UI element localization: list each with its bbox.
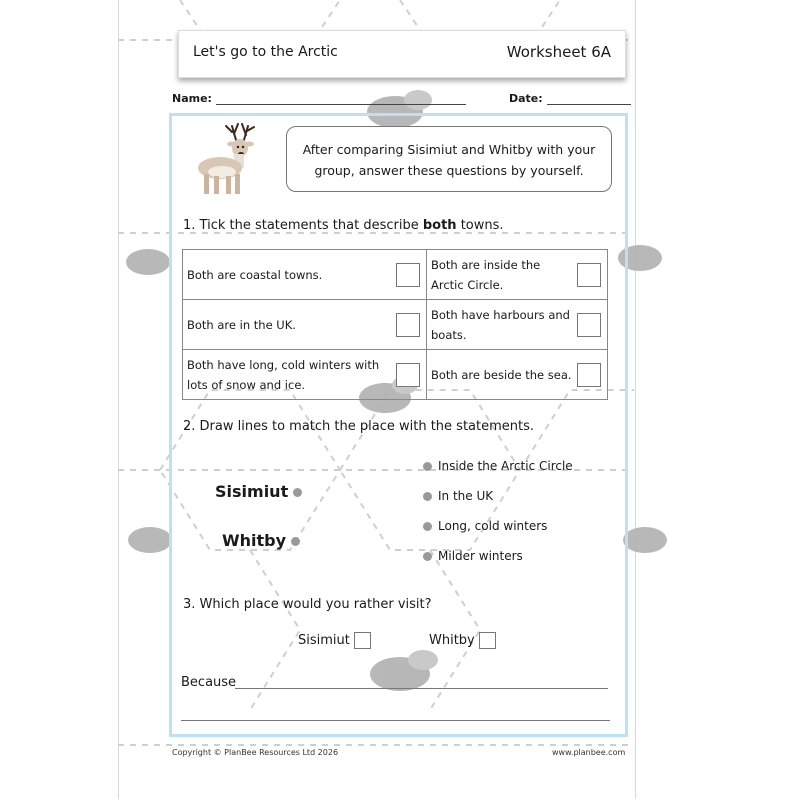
- date-label: Date:: [509, 92, 543, 105]
- question-3-label: 3. Which place would you rather visit?: [183, 597, 432, 612]
- statement-text: Both have harbours and boats.: [431, 307, 570, 342]
- match-statement-text: Inside the Arctic Circle: [438, 459, 573, 473]
- match-statement-text: Long, cold winters: [438, 519, 548, 533]
- instruction-bubble: [286, 126, 612, 192]
- statement-text: Both are in the UK.: [187, 317, 296, 332]
- statement-cell: [183, 250, 427, 300]
- answer-line[interactable]: [235, 688, 608, 689]
- choice-whitby[interactable]: [429, 632, 496, 649]
- date-line[interactable]: [547, 104, 631, 105]
- intro-line-1: After comparing Sisimiut and Whitby with your: [302, 142, 596, 157]
- statement-cell: [427, 250, 608, 300]
- choice-label: Sisimiut: [298, 633, 350, 648]
- statement-cell: [427, 300, 608, 350]
- name-label: Name:: [172, 92, 212, 105]
- tick-box[interactable]: [577, 363, 601, 387]
- tick-box[interactable]: [396, 263, 420, 287]
- match-dot[interactable]: [291, 537, 300, 546]
- statement-text: Both are coastal towns.: [187, 267, 323, 282]
- match-dot[interactable]: [423, 552, 432, 561]
- choice-checkbox[interactable]: [479, 632, 496, 649]
- statement-text: Both have long, cold winters with lots of snow and ice.: [187, 357, 380, 392]
- place-whitby[interactable]: [222, 531, 300, 550]
- match-statement-text: Milder winters: [438, 549, 523, 563]
- worksheet-number: Worksheet 6A: [506, 43, 611, 61]
- table-row: [183, 250, 608, 300]
- reindeer-icon: [188, 118, 268, 198]
- match-statement[interactable]: [423, 549, 523, 563]
- question-1-label: [183, 218, 504, 233]
- match-statement[interactable]: [423, 459, 573, 473]
- choice-label: Whitby: [429, 633, 475, 648]
- tick-box[interactable]: [396, 363, 420, 387]
- place-sisimiut[interactable]: [215, 482, 302, 501]
- statement-cell: [427, 350, 608, 400]
- match-dot[interactable]: [293, 488, 302, 497]
- table-row: [183, 300, 608, 350]
- statements-table: [182, 249, 608, 400]
- website-text: www.planbee.com: [552, 748, 626, 757]
- statement-text: Both are inside the Arctic Circle.: [431, 257, 541, 292]
- match-statement-text: In the UK: [438, 489, 494, 503]
- q1-prefix: 1. Tick the statements that describe: [183, 218, 423, 233]
- header-card: [178, 30, 626, 78]
- because-label: Because: [181, 675, 237, 690]
- match-dot[interactable]: [423, 492, 432, 501]
- intro-line-2: group, answer these questions by yourself.: [314, 163, 584, 178]
- answer-line[interactable]: [181, 720, 610, 721]
- copyright-text: Copyright © PlanBee Resources Ltd 2026: [172, 748, 339, 757]
- choice-sisimiut[interactable]: [298, 632, 371, 649]
- match-statement[interactable]: [423, 519, 547, 533]
- worksheet-title: Let's go to the Arctic: [193, 44, 338, 60]
- q1-suffix: towns.: [456, 218, 504, 233]
- tick-box[interactable]: [577, 263, 601, 287]
- place-label: Sisimiut: [215, 482, 289, 501]
- statement-text: Both are beside the sea.: [431, 367, 572, 382]
- place-label: Whitby: [222, 531, 287, 550]
- q1-bold: both: [422, 218, 457, 233]
- table-row: [183, 350, 608, 400]
- choice-checkbox[interactable]: [354, 632, 371, 649]
- tick-box[interactable]: [396, 313, 420, 337]
- name-field[interactable]: [172, 92, 466, 105]
- statement-cell: [183, 350, 427, 400]
- match-dot[interactable]: [423, 462, 432, 471]
- question-2-label: 2. Draw lines to match the place with the statements.: [183, 419, 535, 434]
- match-dot[interactable]: [423, 522, 432, 531]
- name-line[interactable]: [216, 104, 466, 105]
- tick-box[interactable]: [577, 313, 601, 337]
- match-statement[interactable]: [423, 489, 493, 503]
- statement-cell: [183, 300, 427, 350]
- date-field[interactable]: [509, 92, 631, 105]
